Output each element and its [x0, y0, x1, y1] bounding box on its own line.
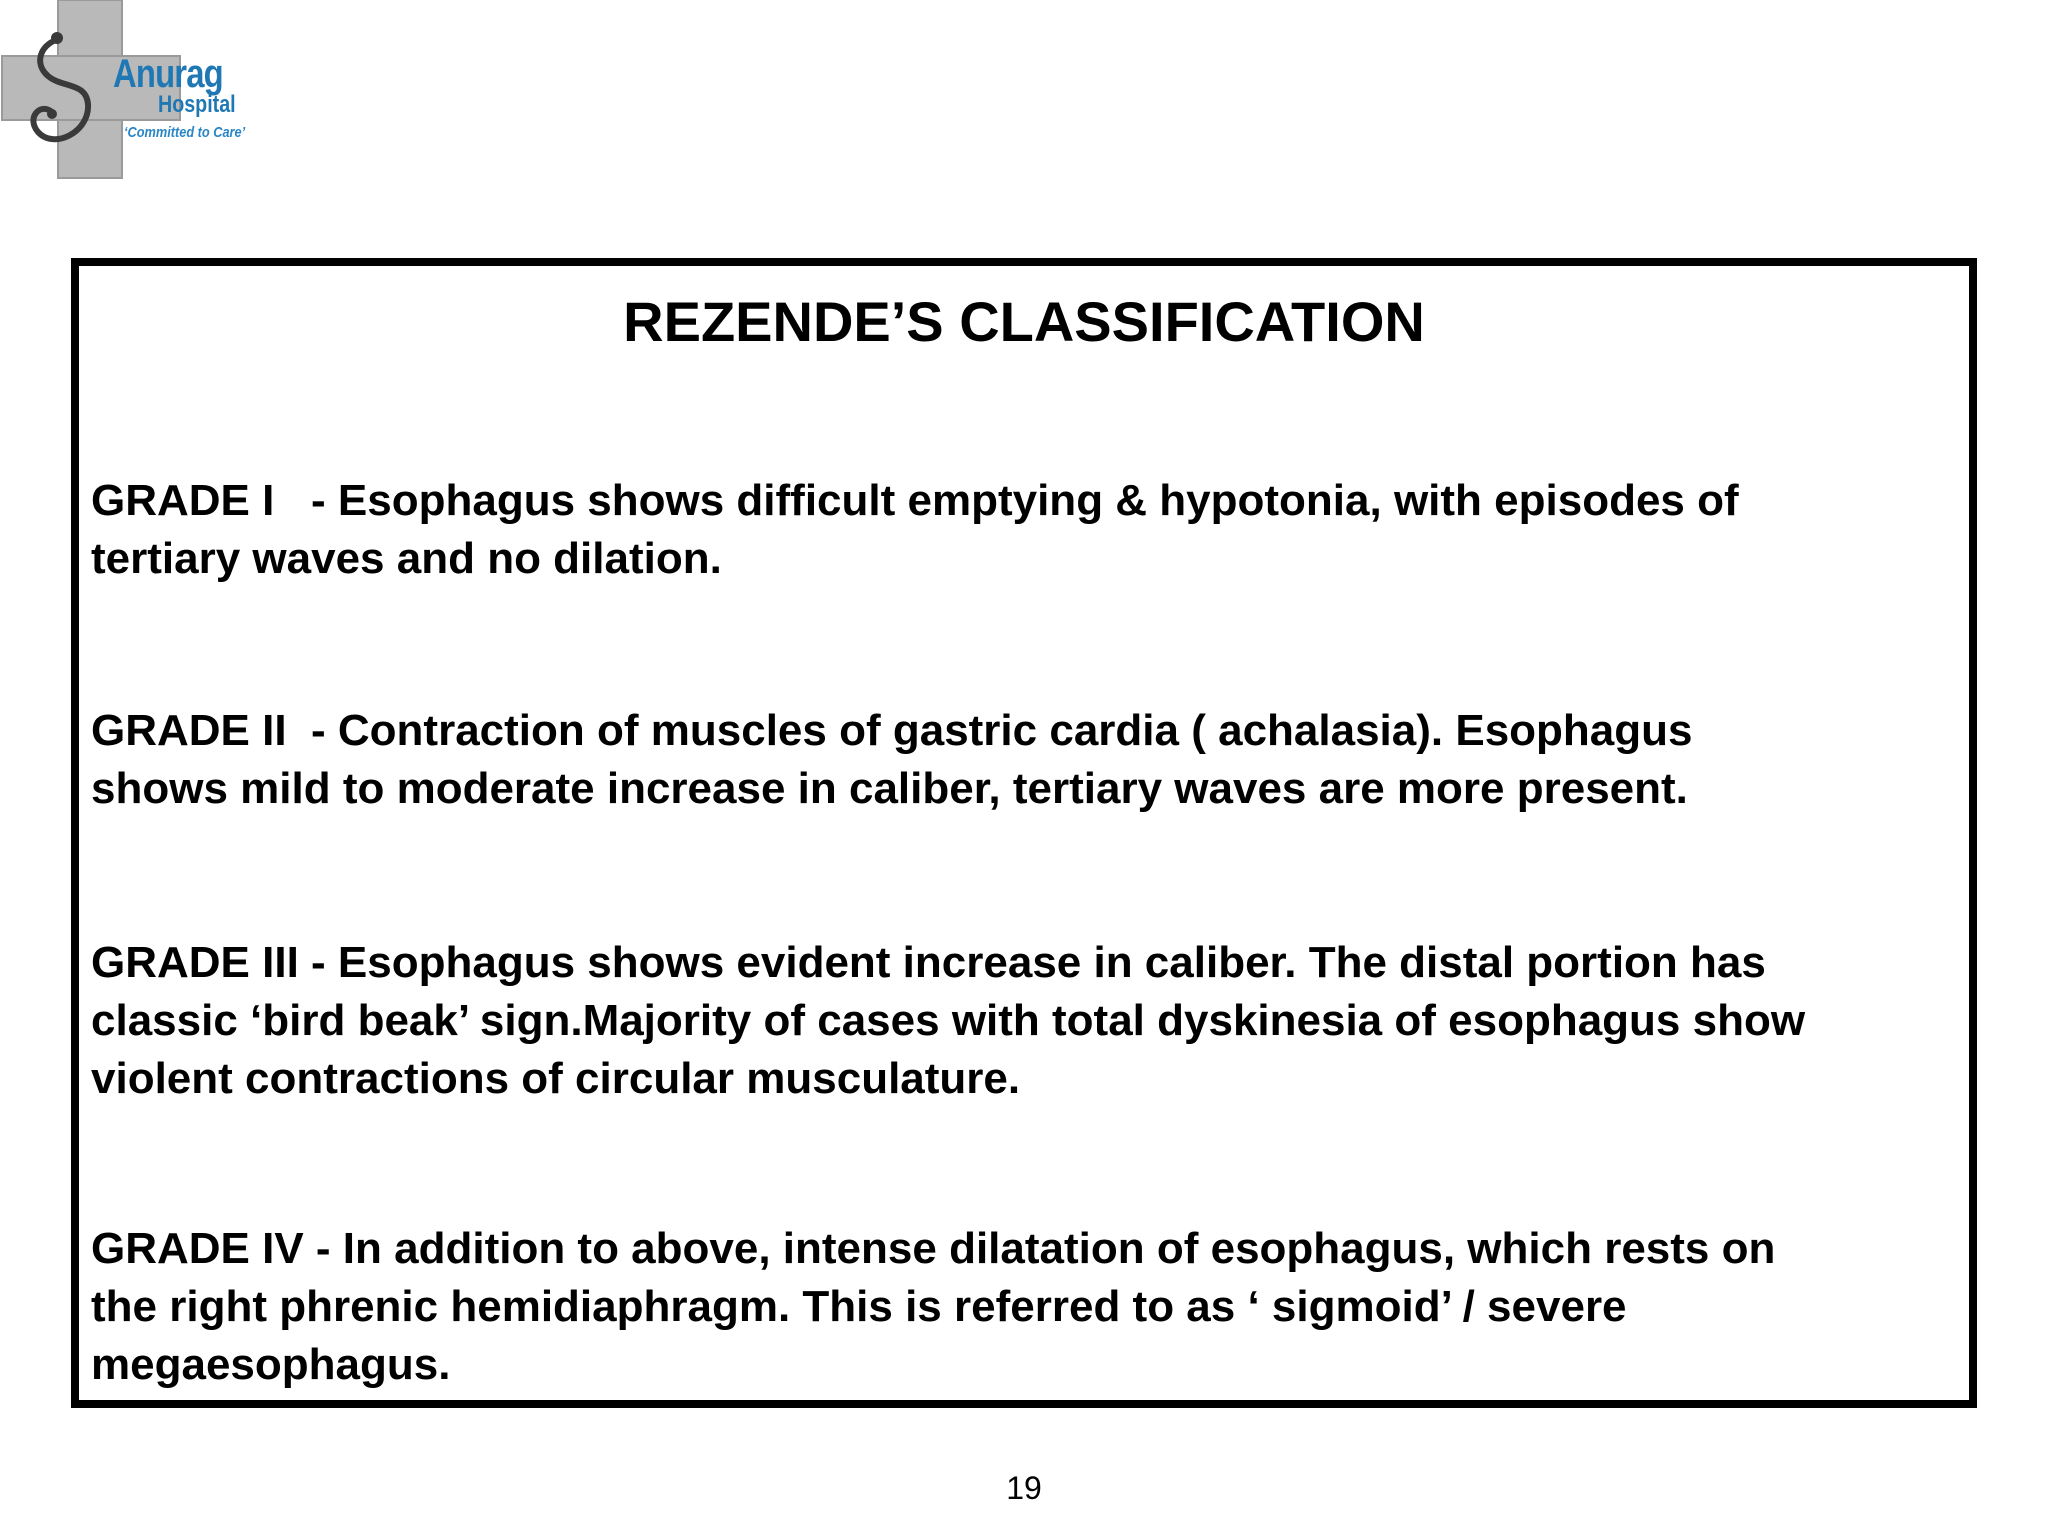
logo-name: Anurag [113, 52, 223, 96]
logo-subtitle: Hospital [158, 91, 236, 118]
grade-2-text: GRADE II - Contraction of muscles of gastric cardia ( achalasia). Esophagus shows mild to moderate increase in caliber, tertiary waves are more present. [91, 706, 1693, 813]
classification-box [71, 258, 1977, 1408]
grade-1-text: GRADE I - Esophagus shows difficult emptying & hypotonia, with episodes of tertiary waves and no dilation. [91, 476, 1739, 583]
hospital-logo [0, 0, 270, 185]
grade-3-text: GRADE III - Esophagus shows evident increase in caliber. The distal portion has classic ‘bird beak’ sign.Majority of cases with total dyskinesia of esophagus show violent contractions of circular musculature. [91, 938, 1806, 1103]
page-number: 19 [1006, 1470, 1042, 1506]
slide-title: REZENDE’S CLASSIFICATION [623, 290, 1425, 353]
logo-tagline: ‘Committed to Care’ [124, 124, 246, 141]
grade-4-text: GRADE IV - In addition to above, intense dilatation of esophagus, which rests on the right phrenic hemidiaphragm. This is referred to as ‘ sigmoid’ / severe megaesophagus. [91, 1224, 1776, 1389]
